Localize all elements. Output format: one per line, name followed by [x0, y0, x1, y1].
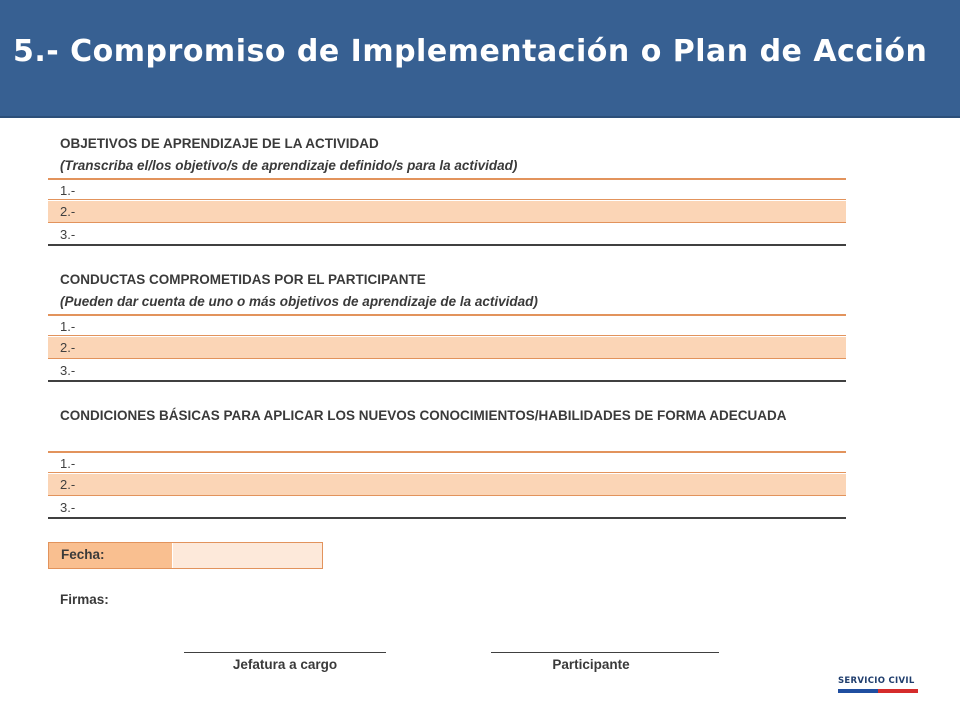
section-3-title: CONDICIONES BÁSICAS PARA APLICAR LOS NUEVOS CONOCIMIENTOS/HABILIDADES DE FORMA ADECUADA: [60, 408, 787, 423]
fecha-field: [48, 542, 323, 569]
section-1-heading: [60, 133, 840, 177]
section-3-row-2[interactable]: 2.-: [48, 474, 846, 496]
servicio-civil-logo: [838, 676, 920, 696]
slide-title: 5.- Compromiso de Implementación o Plan de Acción: [13, 34, 928, 69]
fecha-input[interactable]: [173, 543, 322, 568]
section-2-row-1[interactable]: 1.-: [48, 314, 846, 336]
section-1-subtitle: (Transcriba el/los objetivo/s de aprendizaje definido/s para la actividad): [60, 158, 518, 173]
signature-line-participante[interactable]: [491, 652, 719, 653]
logo-flag-bar: [838, 689, 918, 693]
signature-label-jefatura: Jefatura a cargo: [232, 657, 338, 672]
section-2-heading: [60, 269, 840, 313]
signature-line-jefatura[interactable]: [184, 652, 386, 653]
section-1-title: OBJETIVOS DE APRENDIZAJE DE LA ACTIVIDAD: [60, 136, 379, 151]
section-2-row-2[interactable]: 2.-: [48, 337, 846, 359]
section-2-row-3[interactable]: 3.-: [48, 360, 846, 382]
section-2-subtitle: (Pueden dar cuenta de uno o más objetivos de aprendizaje de la actividad): [60, 294, 538, 309]
fecha-label: Fecha:: [49, 543, 173, 568]
section-1-row-2[interactable]: 2.-: [48, 201, 846, 223]
signature-label-participante: Participante: [552, 657, 630, 672]
section-2-title: CONDUCTAS COMPROMETIDAS POR EL PARTICIPANTE: [60, 272, 426, 287]
section-1-row-1[interactable]: 1.-: [48, 178, 846, 200]
section-3-row-1[interactable]: 1.-: [48, 451, 846, 473]
section-3-row-3[interactable]: 3.-: [48, 497, 846, 519]
logo-text: SERVICIO CIVIL: [838, 676, 915, 686]
section-1-row-3[interactable]: 3.-: [48, 224, 846, 246]
firmas-label: Firmas:: [60, 592, 109, 607]
section-3-heading: [60, 405, 800, 427]
